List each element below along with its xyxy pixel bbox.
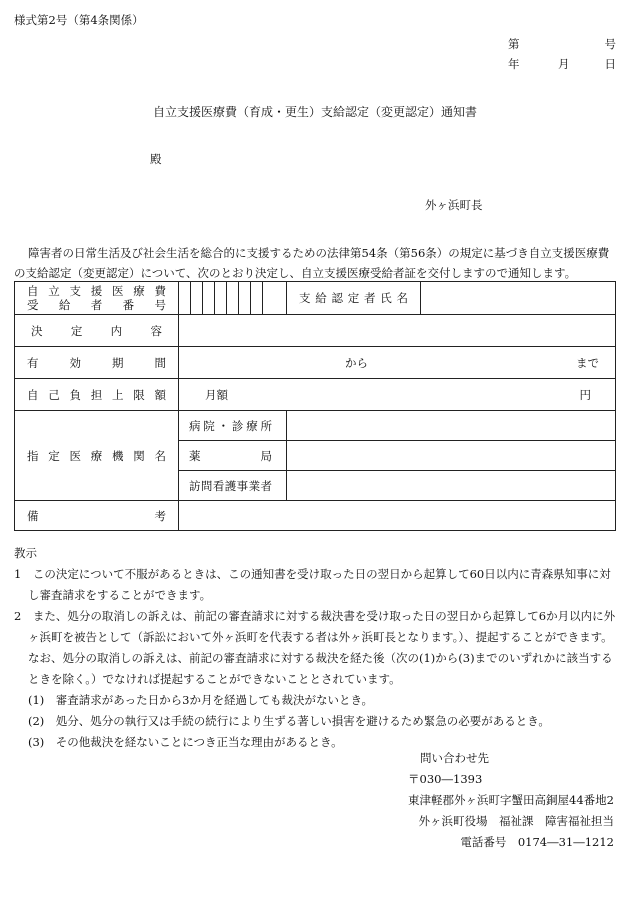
contact-postal: 〒030―1393	[408, 772, 483, 786]
limit-row	[15, 379, 616, 411]
period-to: まで	[576, 356, 599, 370]
issue-date	[508, 56, 616, 70]
certified-name-value[interactable]	[421, 282, 616, 315]
issue-date-month: 月	[558, 57, 570, 71]
recipient-number-digit[interactable]	[227, 282, 239, 315]
recipient-number-digit[interactable]	[179, 282, 191, 315]
certification-table	[14, 281, 616, 531]
form-code: 様式第2号（第4条関係）	[14, 13, 144, 27]
recipient-number-spacer	[263, 282, 287, 315]
recipient-number-digit[interactable]	[239, 282, 251, 315]
period-row	[15, 347, 616, 379]
contact-office: 外ヶ浜町役場 福祉課 障害福祉担当	[418, 814, 614, 828]
contact-phone: 電話番号 0174―31―1212	[460, 835, 614, 849]
issue-number-prefix: 第	[508, 37, 520, 51]
recipient-number-digit[interactable]	[215, 282, 227, 315]
issue-number-suffix: 号	[604, 37, 616, 51]
contact-heading: 問い合わせ先	[420, 751, 490, 765]
recipient-number-digit[interactable]	[191, 282, 203, 315]
intro-paragraph: 障害者の日常生活及び社会生活を総合的に支援するための法律第54条（第56条）の規定に基づき自立支援医療費の支給認定（変更認定）について、次のとおり決定し、自立支援医療受給者証を交付しますので通知します。	[14, 246, 610, 280]
certified-name-label: 支給認定者氏名	[287, 282, 421, 315]
notes-item-2-note: なお、処分の取消しの訴えは、前記の審査請求に対する裁決を経た後（次の(1)から(3)までのいずれかに該当するときを除く。）でなければ提起することができないこととされています。	[28, 651, 613, 686]
recipient-number-digit[interactable]	[251, 282, 263, 315]
notes-sub-1: (1) 審査請求があった日から3か月を経過しても裁決がないとき。	[28, 693, 374, 707]
facility-hospital-value[interactable]	[287, 411, 616, 441]
limit-unit: 円	[579, 388, 591, 402]
contact-address: 東津軽郡外ヶ浜町字蟹田高銅屋44番地2	[408, 793, 614, 807]
period-label: 有効期間	[15, 347, 179, 379]
notes-sub-3: (3) その他裁決を経ないことにつき正当な理由があるとき。	[28, 735, 343, 749]
decision-label: 決定内容	[15, 315, 179, 347]
issue-date-day: 日	[604, 57, 616, 71]
facility-nursing-value[interactable]	[287, 471, 616, 501]
recipient-number-row	[15, 282, 616, 315]
sender-name: 外ヶ浜町長	[425, 198, 483, 212]
decision-value[interactable]	[179, 315, 616, 347]
limit-monthly: 月額	[205, 388, 228, 402]
limit-label: 自己負担上限額	[15, 379, 179, 411]
recipient-number-label-line1: 自立支援医療費	[27, 284, 166, 298]
facility-nursing-label: 訪問看護事業者	[179, 471, 287, 501]
facility-pharmacy-label: 薬局	[179, 441, 287, 471]
remarks-row	[15, 501, 616, 531]
facility-pharmacy-value[interactable]	[287, 441, 616, 471]
period-from: から	[345, 356, 368, 370]
notes-item-2: 2 また、処分の取消しの訴えは、前記の審査請求に対する裁決書を受け取った日の翌日から起算して6か月以内に外ヶ浜町を被告として（訴訟において外ヶ浜町を代表する者は外ヶ浜町長となります。）、提起することができます。	[14, 609, 616, 644]
issue-date-year: 年	[508, 57, 520, 71]
remarks-value[interactable]	[179, 501, 616, 531]
facility-label: 指定医療機関名	[15, 411, 179, 501]
contact-block	[408, 748, 614, 853]
facility-row-hospital	[15, 411, 616, 441]
document-title: 自立支援医療費（育成・更生）支給認定（変更認定）通知書	[152, 105, 477, 119]
addressee-suffix: 殿	[150, 152, 162, 166]
recipient-number-digit[interactable]	[203, 282, 215, 315]
period-value[interactable]	[179, 347, 616, 379]
notes-item-1: 1 この決定について不服があるときは、この通知書を受け取った日の翌日から起算して60日以内に青森県知事に対し審査請求をすることができます。	[14, 567, 611, 602]
recipient-number-label-line2: 受給者番号	[27, 298, 166, 312]
limit-value[interactable]	[179, 379, 616, 411]
notes-sub-2: (2) 処分、処分の執行又は手続の続行により生ずる著しい損害を避けるため緊急の必要があるとき。	[28, 714, 550, 728]
recipient-number-label	[15, 282, 179, 315]
remarks-label: 備考	[15, 501, 179, 531]
decision-row	[15, 315, 616, 347]
facility-hospital-label: 病院・診療所	[179, 411, 287, 441]
instruction-notes	[14, 543, 618, 753]
issue-number	[508, 36, 616, 50]
notes-heading: 教示	[14, 546, 37, 560]
